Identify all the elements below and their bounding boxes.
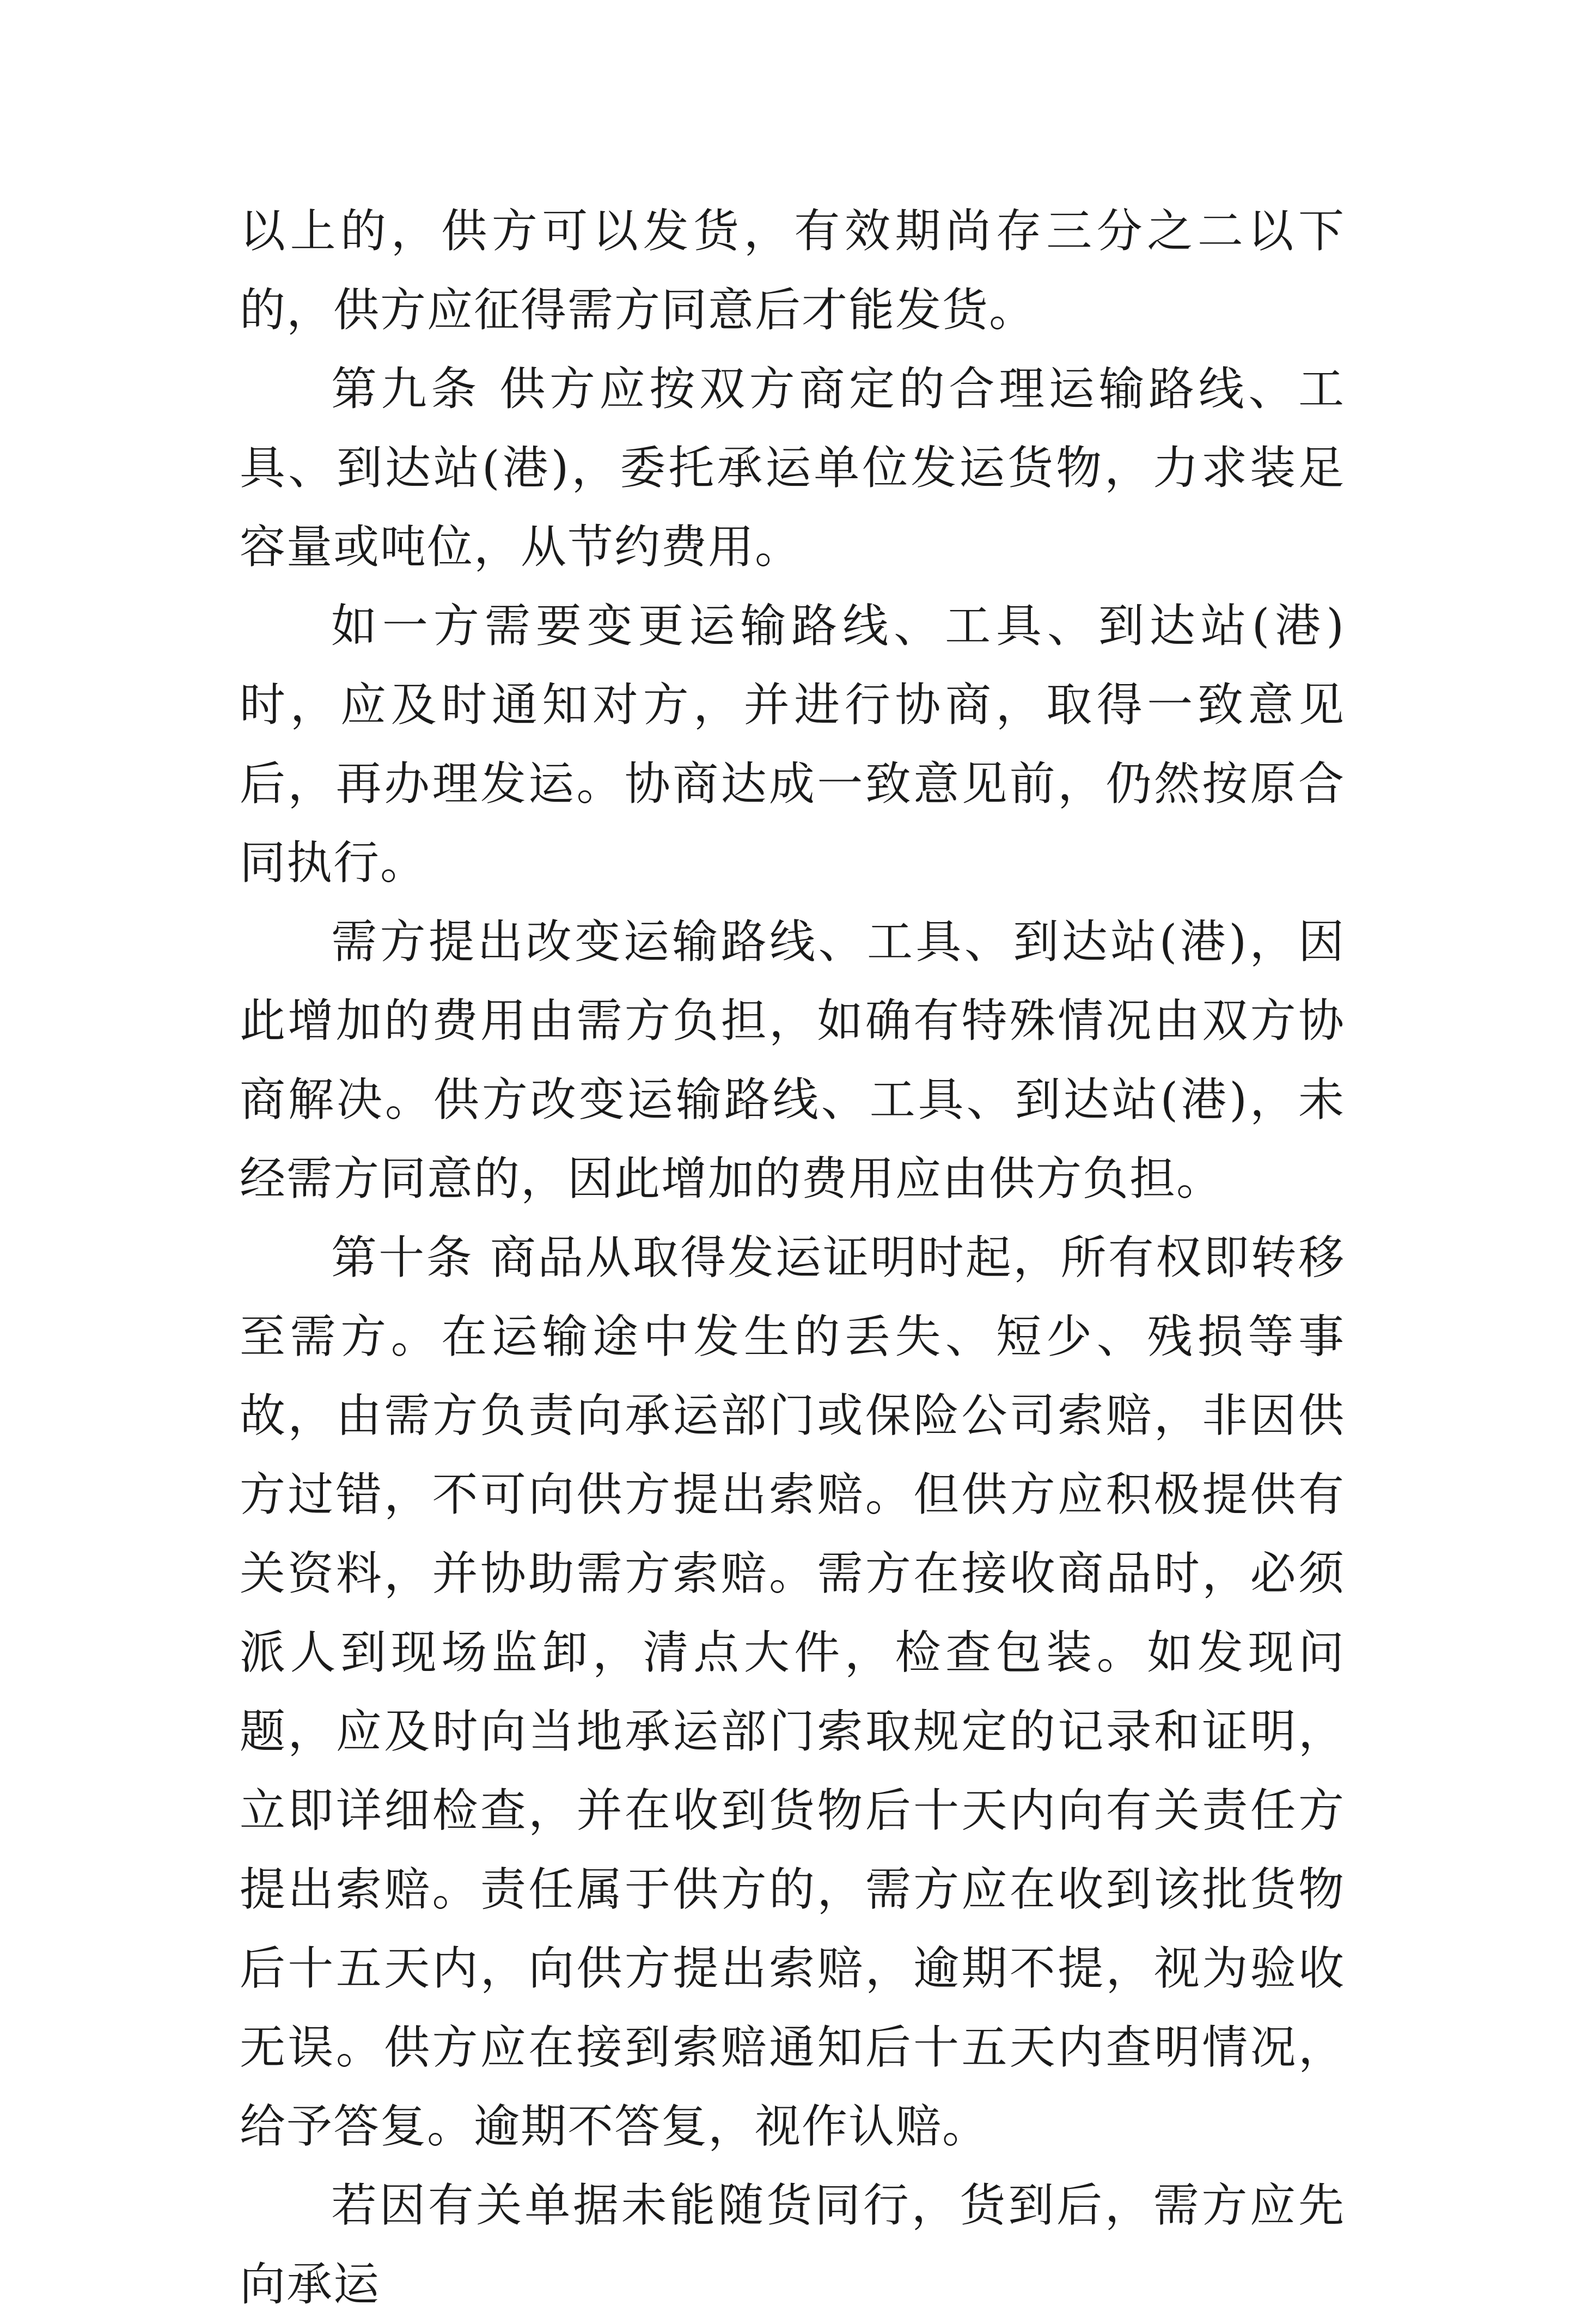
paragraph-6: 若因有关单据未能随货同行，货到后，需方应先向承运 (240, 2179, 1345, 2311)
paragraph-3: 如一方需要变更运输路线、工具、到达站(港)时，应及时通知对方，并进行协商，取得一致意见后，再办理发运。协商达成一致意见前，仍然按原合同执行。 (240, 599, 1345, 889)
paragraph-4: 需方提出改变运输路线、工具、到达站(港)，因此增加的费用由需方负担，如确有特殊情况由双方协商解决。供方改变运输路线、工具、到达站(港)，未经需方同意的，因此增加的费用应由供方负担。 (240, 915, 1345, 1205)
paragraph-article-10: 第十条 商品从取得发运证明时起，所有权即转移至需方。在运输途中发生的丢失、短少、残损等事故，由需方负责向承运部门或保险公司索赔，非因供方过错，不可向供方提出索赔。但供方应积极提供有关资料，并协助需方索赔。需方在接收商品时，必须派人到现场监卸，清点大件，检查包装。如发现问题，应及时向当地承运部门索取规定的记录和证明，立即详细检查，并在收到货物后十天内向有关责任方提出索赔。责任属于供方的，需方应在收到该批货物后十五天内，向供方提出索赔，逾期不提，视为验收无误。供方应在接到索赔通知后十五天内查明情况，给予答复。逾期不答复，视作认赔。 (240, 1231, 1345, 2153)
document-body (240, 192, 1345, 2324)
paragraph-1: 以上的，供方可以发货，有效期尚存三分之二以下的，供方应征得需方同意后才能发货。 (240, 204, 1345, 337)
paragraph-article-9: 第九条 供方应按双方商定的合理运输路线、工具、到达站(港)，委托承运单位发运货物，力求装足容量或吨位，从节约费用。 (240, 362, 1345, 574)
